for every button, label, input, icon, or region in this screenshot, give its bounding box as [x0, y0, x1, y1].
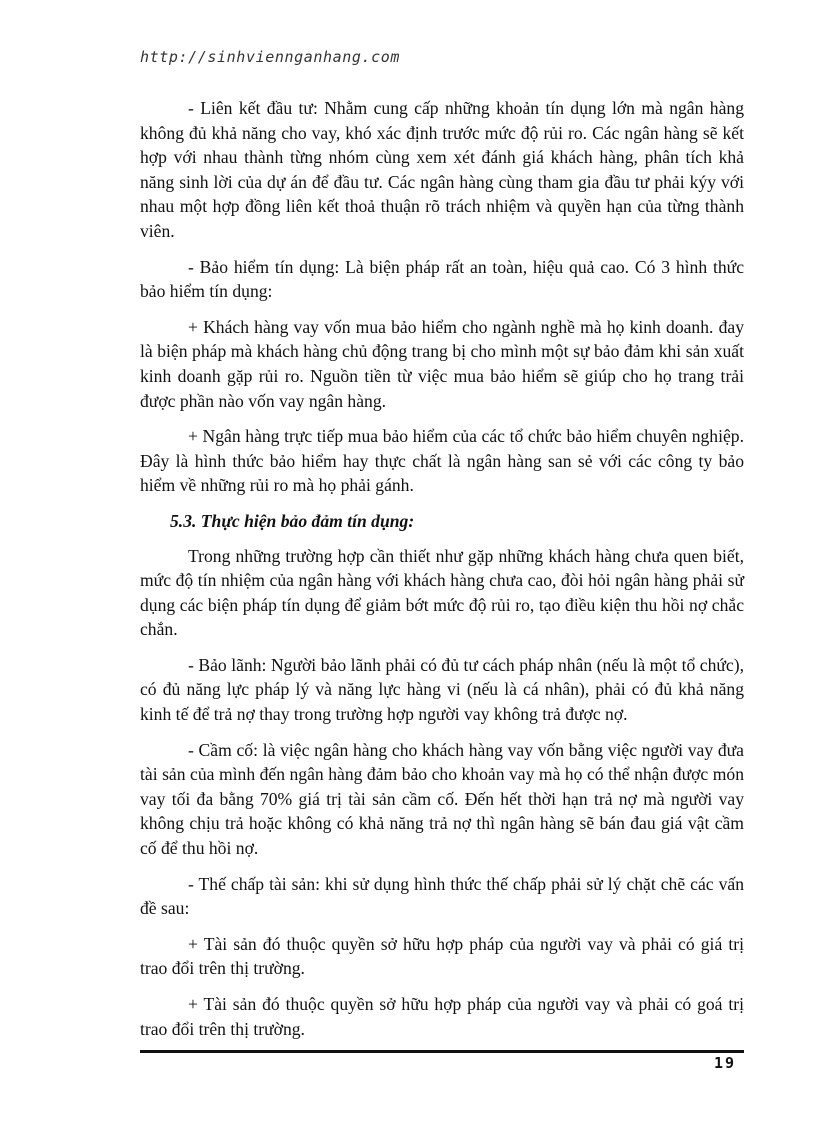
- paragraph-credit-insurance: - Bảo hiểm tín dụng: Là biện pháp rất an toàn, hiệu quả cao. Có 3 hình thức bảo hiểm tín dụng:: [140, 256, 744, 302]
- paragraph-bank-insurance: + Ngân hàng trực tiếp mua bảo hiểm của các tổ chức bảo hiểm chuyên nghiệp. Đây là hình thức bảo hiểm hay thực chất là ngân hàng san sẻ với các công ty bảo hiểm về những rủi ro mà họ phải gánh.: [140, 426, 744, 496]
- paragraph-investment-consortium: - Liên kết đầu tư: Nhằm cung cấp những khoản tín dụng lớn mà ngân hàng không đủ khả năng cho vay, khó xác định trước mức độ rủi ro. Các ngân hàng sẽ kết hợp với nhau thành từng nhóm cùng xem xét đánh giá khách hàng, phân tích khả năng sinh lời của dự án để đầu tư. Các ngân hàng cùng tham gia đầu tư phải kýy với nhau một hợp đồng liên kết thoả thuận rõ trách nhiệm và quyền hạn của từng thành viên.: [140, 98, 744, 241]
- paragraph-asset-condition-2: + Tài sản đó thuộc quyền sở hữu hợp pháp của người vay và phải có goá trị trao đổi trên thị trường.: [140, 994, 744, 1039]
- page-number: 19: [713, 1054, 736, 1072]
- paragraph-asset-condition-1: + Tài sản đó thuộc quyền sở hữu hợp pháp của người vay và phải có giá trị trao đổi trên thị trường.: [140, 933, 744, 979]
- paragraph-mortgage: - Thế chấp tài sản: khi sử dụng hình thức thế chấp phải sử lý chặt chẽ các vấn đề sau:: [140, 873, 744, 919]
- paragraph-customer-insurance: + Khách hàng vay vốn mua bảo hiểm cho ngành nghề mà họ kinh doanh. đay là biện pháp mà khách hàng chủ động trang bị cho mình một sự bảo đảm khi sản xuất kinh doanh gặp rủi ro. Nguồn tiền từ việc mua bảo hiểm sẽ giúp cho họ trang trải được phần nào vốn vay ngân hàng.: [140, 316, 744, 411]
- paragraph-pledge: - Cầm cố: là việc ngân hàng cho khách hàng vay vốn bằng việc người vay đưa tài sản của mình đến ngân hàng đảm bảo cho khoản vay mà họ có thể nhận được món vay tối đa bằng 70% giá trị tài sản cầm cố. Đến hết thời hạn trả nợ mà người vay không chịu trả hoặc không có khả năng trả nợ thì ngân hàng sẽ bán đau giá vật cầm cố để thu hồi nợ.: [140, 739, 744, 859]
- paragraph-guarantee: - Bảo lãnh: Người bảo lãnh phải có đủ tư cách pháp nhân (nếu là một tổ chức), có đủ năng lực pháp lý và năng lực hàng vi (nếu là cá nhân), phải có đủ khả năng kinh tế để trả nợ thay trong trường hợp người vay không trả được nợ.: [140, 654, 744, 725]
- section-heading: 5.3. Thực hiện bảo đảm tín dụng:: [170, 510, 415, 531]
- footer-rule: [140, 1050, 744, 1053]
- header-url[interactable]: http://sinhviennganhang.com: [140, 48, 401, 66]
- paragraph-intro: Trong những trường hợp cần thiết như gặp những khách hàng chưa quen biết, mức độ tín nhiệm của ngân hàng với khách hàng chưa cao, đòi hỏi ngân hàng phải sử dụng các biện pháp tín dụng để giảm bớt mức độ rủi ro, tạo điều kiện thu hồi nợ chắc chắn.: [140, 545, 744, 640]
- document-body: [140, 96, 744, 1052]
